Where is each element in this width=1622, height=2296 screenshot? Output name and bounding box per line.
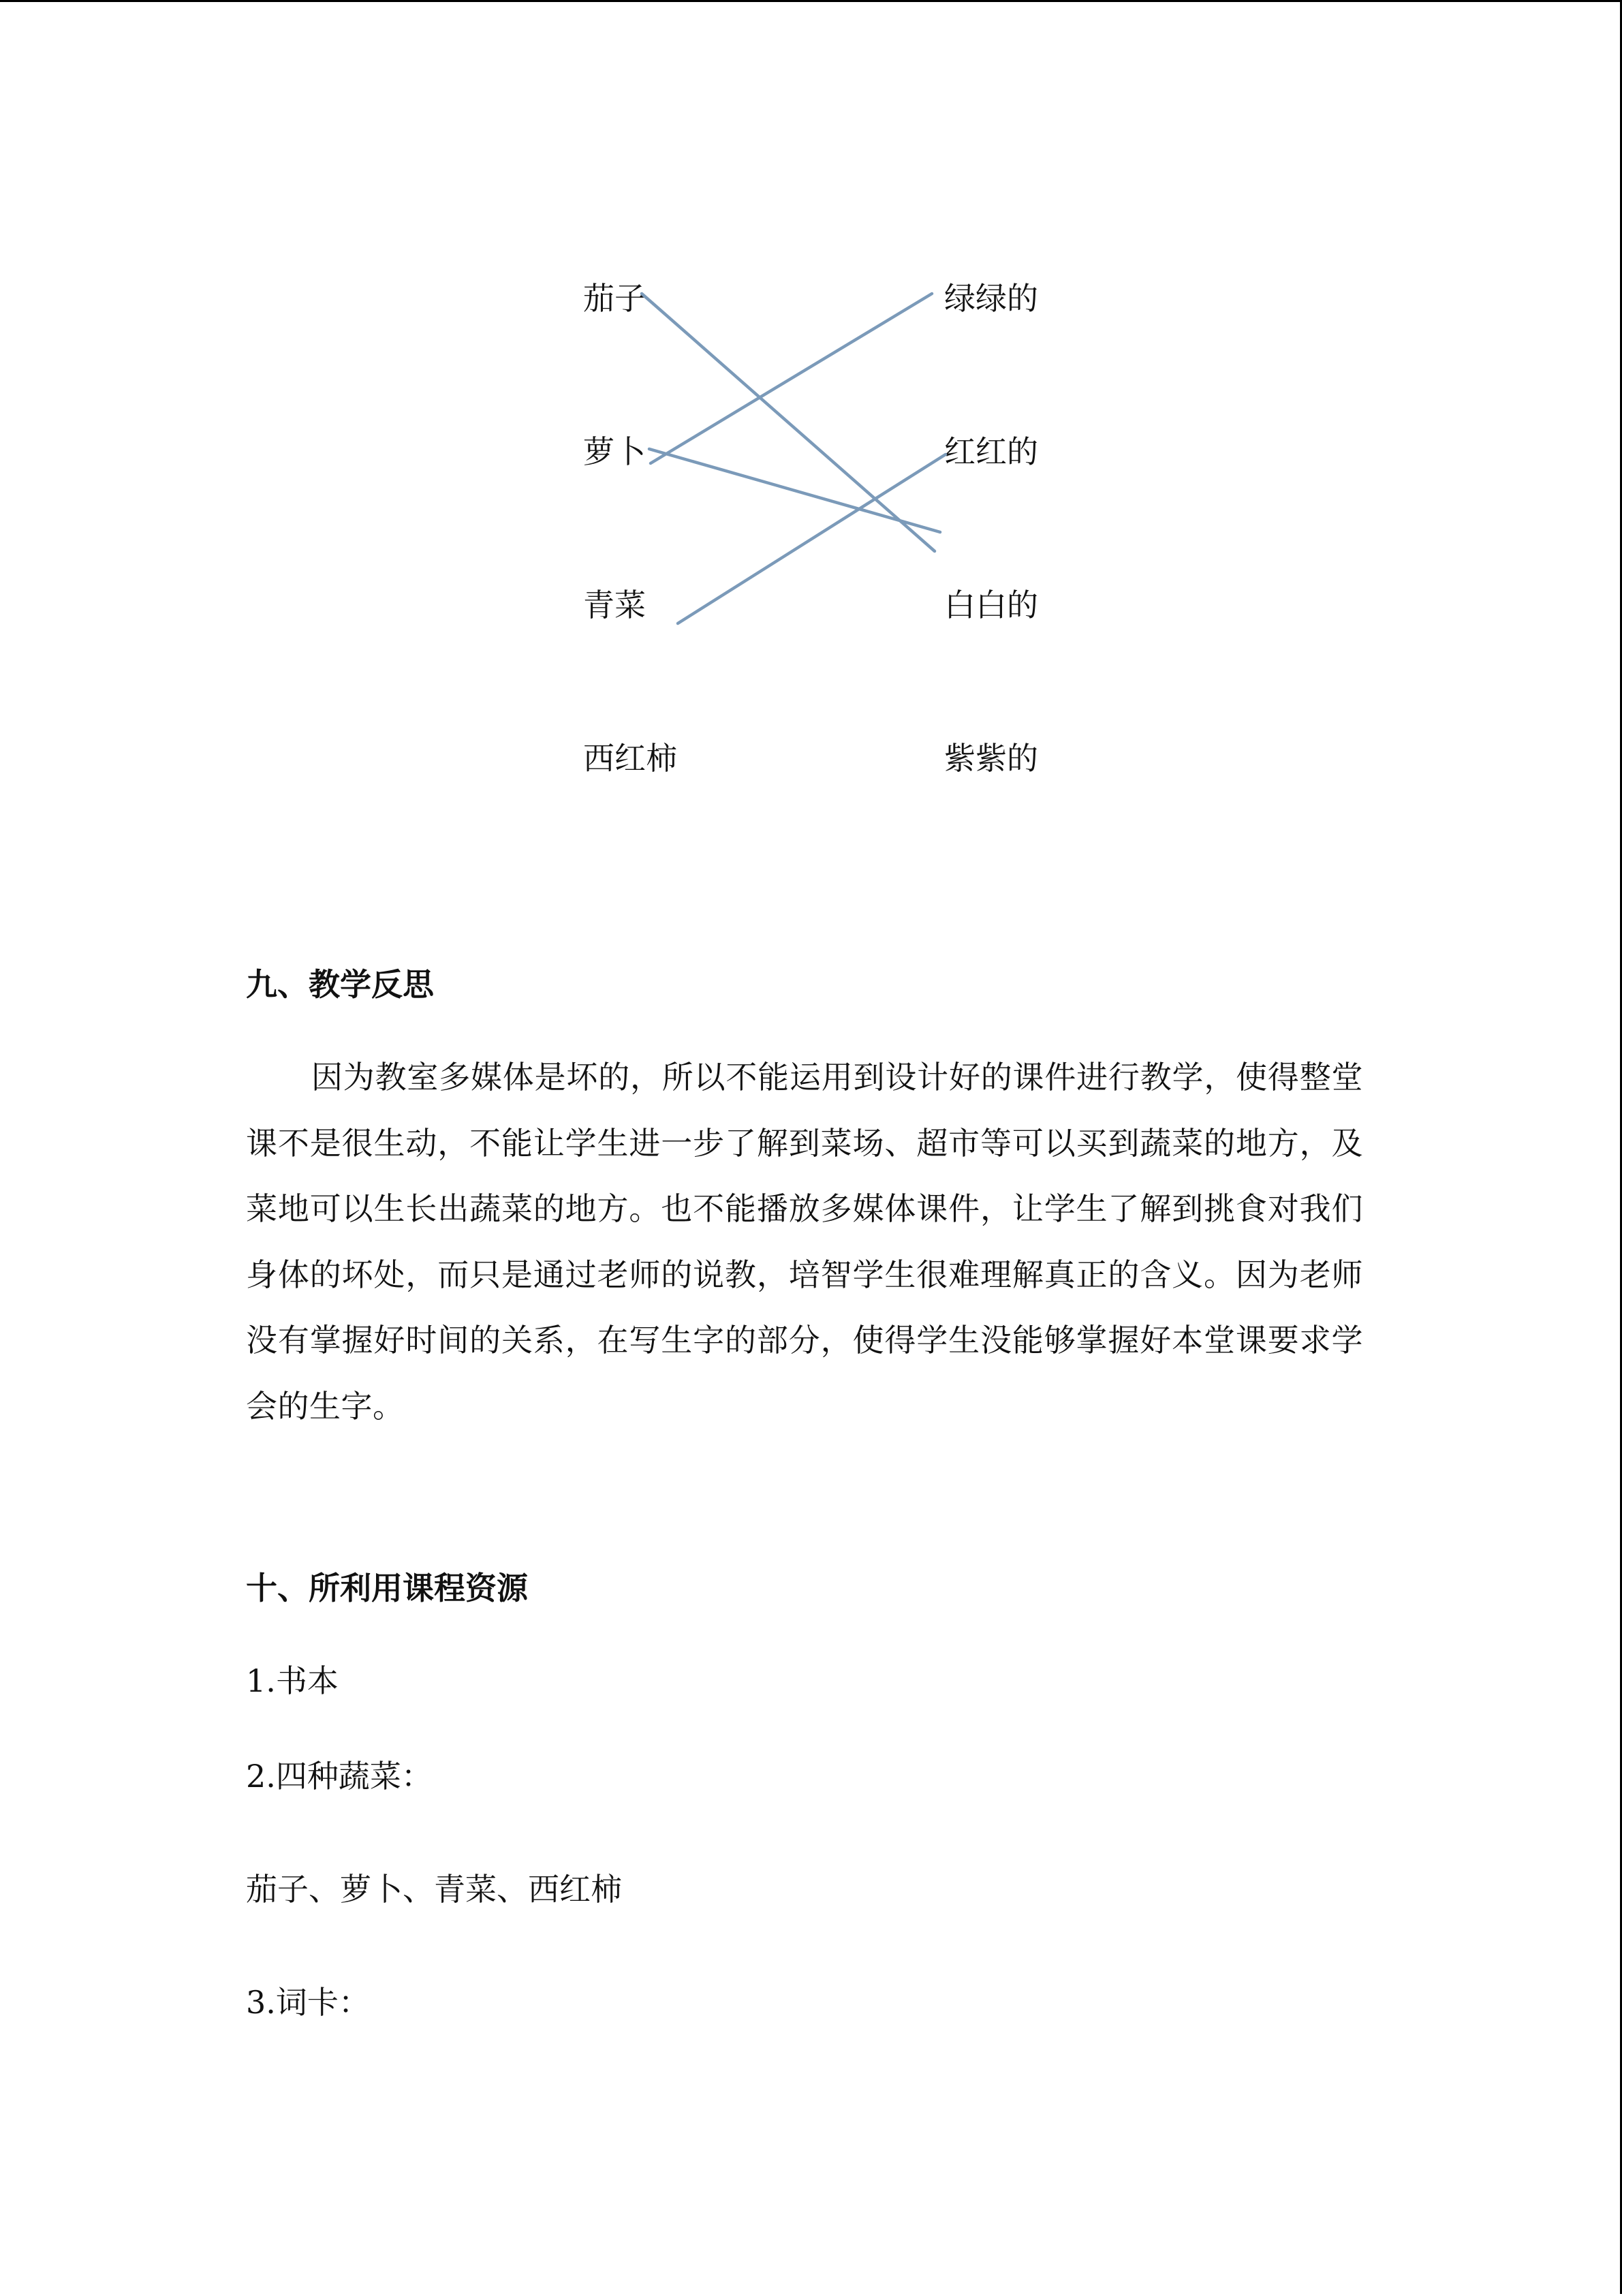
section-9-heading: 九、教学反思 xyxy=(246,966,434,1003)
left-word-eggplant: 茄子 xyxy=(583,280,646,317)
matching-line-4 xyxy=(678,454,946,623)
right-word-green: 绿绿的 xyxy=(944,280,1038,317)
resource-item-vegetable-list: 茄子、萝卜、青菜、西红柿 xyxy=(246,1871,622,1908)
left-word-greens: 青菜 xyxy=(583,587,646,623)
matching-line-3 xyxy=(649,449,940,532)
left-word-radish: 萝卜 xyxy=(583,433,646,470)
right-word-red: 红红的 xyxy=(944,433,1038,470)
resource-item-word-cards: 3.词卡： xyxy=(246,1984,370,2021)
section-10-heading: 十、所利用课程资源 xyxy=(246,1570,528,1607)
section-9-paragraph: 因为教室多媒体是坏的，所以不能运用到设计好的课件进行教学，使得整堂课不是很生动，不能让学生进一步了解到菜场、超市等可以买到蔬菜的地方，及菜地可以生长出蔬菜的地方。也不能播放多媒体课件，让学生了解到挑食对我们身体的坏处，而只是通过老师的说教，培智学生很难理解真正的含义。因为老师没有掌握好时间的关系，在写生字的部分，使得学生没能够掌握好本堂课要求学会的生字。 xyxy=(246,1059,1363,1425)
left-word-tomato: 西红柿 xyxy=(583,740,677,777)
resource-item-book: 1.书本 xyxy=(246,1662,339,1699)
matching-line-2 xyxy=(651,294,932,463)
right-word-purple: 紫紫的 xyxy=(944,740,1038,777)
resource-item-vegetables: 2.四种蔬菜： xyxy=(246,1758,433,1795)
right-word-white: 白白的 xyxy=(944,587,1038,623)
matching-line-1 xyxy=(642,294,935,551)
